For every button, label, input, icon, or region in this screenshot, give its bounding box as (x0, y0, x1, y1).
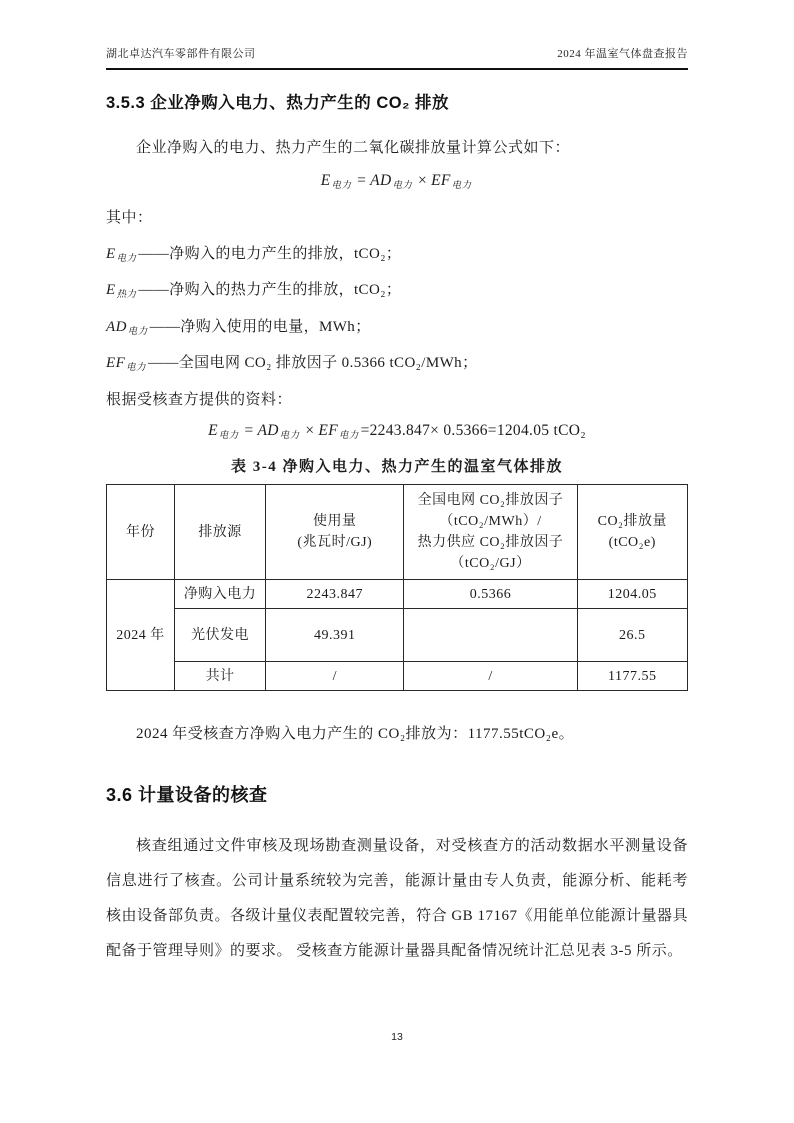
header-report-title: 2024 年温室气体盘查报告 (557, 48, 688, 60)
formula-calculation (106, 422, 688, 441)
calc-sub-e: 电力 (218, 431, 239, 441)
cell-year: 2024 年 (107, 580, 175, 691)
calc-result: =2243.847× 0.5366=1204.05 tCO₂ (360, 422, 586, 439)
calc-equals: = (244, 422, 254, 439)
def-desc: ——净购入的电力产生的排放，tCO₂； (138, 245, 402, 262)
cell-factor: / (404, 662, 577, 691)
cell-usage: 49.391 (266, 609, 404, 662)
col-header-usage-unit: (兆瓦时/GJ) (297, 535, 373, 550)
col-header-usage-line: 使用量 (313, 514, 357, 529)
cell-source: 光伏发电 (174, 609, 265, 662)
cell-emission: 1204.05 (577, 580, 687, 609)
cell-source: 净购入电力 (174, 580, 265, 609)
col-header-usage (266, 485, 404, 580)
calc-var-ef: EF (318, 422, 338, 439)
cell-usage: 2243.847 (266, 580, 404, 609)
col-header-source: 排放源 (174, 485, 265, 580)
cell-emission: 1177.55 (577, 662, 687, 691)
definition-ef (106, 351, 688, 373)
formula-var-ad: AD (370, 172, 392, 189)
calc-var-ad: AD (257, 422, 279, 439)
formula-var-ef: EF (431, 172, 451, 189)
col-header-emission-unit: (tCO₂e) (608, 535, 656, 550)
table-3-4 (106, 484, 688, 691)
def-sub: 电力 (126, 363, 146, 373)
calc-sub-ef: 电力 (338, 431, 359, 441)
col-header-emission-line: CO₂排放量 (597, 514, 667, 529)
table-3-4-caption: 表 3-4 净购入电力、热力产生的温室气体排放 (231, 459, 563, 475)
def-desc: ——净购入的热力产生的排放，tCO₂； (138, 282, 402, 298)
def-sym: E (106, 282, 116, 298)
def-desc: ——净购入使用的电量，MWh； (149, 318, 371, 335)
basis-line: 根据受核查方提供的资料： (106, 392, 293, 408)
col-header-emission (577, 485, 687, 580)
cell-factor (404, 609, 577, 662)
def-desc: ——全国电网 CO₂ 排放因子 0.5366 tCO₂/MWh； (147, 355, 478, 371)
definition-e-heat (106, 278, 688, 300)
cell-source: 共计 (174, 662, 265, 691)
col-header-factor-line2: （tCO₂/MWh）/ (439, 514, 542, 529)
conclusion-paragraph: 2024 年受核查方净购入电力产生的 CO₂排放为：1177.55tCO₂e。 (136, 726, 575, 742)
page-number: 13 (391, 1031, 403, 1043)
formula-times: × (418, 172, 428, 189)
table-header-row (107, 485, 688, 580)
cell-usage: / (266, 662, 404, 691)
formula-sub-e: 电力 (331, 181, 352, 191)
section-353-title: 3.5.3 企业净购入电力、热力产生的 CO₂ 排放 (106, 94, 450, 112)
col-header-factor-line3: 热力供应 CO₂排放因子 (417, 535, 564, 550)
formula-sub-ad: 电力 (392, 181, 413, 191)
cell-factor: 0.5366 (404, 580, 577, 609)
col-header-factor-line4: （tCO₂/GJ） (450, 556, 531, 571)
formula-var-e: E (320, 172, 331, 189)
cell-emission: 26.5 (577, 609, 687, 662)
calc-var-e: E (208, 422, 218, 439)
where-label: 其中： (106, 210, 153, 226)
table-row (107, 609, 688, 662)
table-row (107, 580, 688, 609)
col-header-year: 年份 (107, 485, 175, 580)
table-row (107, 662, 688, 691)
intro-paragraph: 企业净购入的电力、热力产生的二氧化碳排放量计算公式如下： (136, 140, 571, 156)
def-sub: 电力 (127, 326, 148, 337)
formula-electricity (106, 172, 688, 191)
col-header-factor-line1: 全国电网 CO₂排放因子 (417, 493, 564, 508)
formula-equals: = (357, 172, 367, 189)
def-sym: AD (106, 318, 127, 335)
header-company: 湖北卓达汽车零部件有限公司 (106, 48, 256, 60)
col-header-factor (404, 485, 577, 580)
def-sym: E (106, 245, 116, 262)
running-header (106, 45, 688, 70)
formula-sub-ef: 电力 (451, 181, 472, 191)
definition-ad (106, 315, 688, 337)
section-36-body: 核查组通过文件审核及现场勘查测量设备，对受核查方的活动数据水平测量设备信息进行了核查。公司计量系统较为完善，能源计量由专人负责，能源分析、能耗考核由设备部负责。各级计量仪表配置较完善，符合 GB 17167《用能单位能源计量器具配备于管理导则》的要求。 受核查方能源计量器具配备情况统计汇总见表 3-5 所示。 (106, 838, 688, 959)
definition-e-electric (106, 242, 688, 264)
calc-times: × (305, 422, 315, 439)
def-sub: 电力 (116, 253, 137, 264)
section-36-title: 3.6 计量设备的核查 (106, 785, 268, 805)
calc-sub-ad: 电力 (279, 431, 300, 441)
def-sym: EF (106, 355, 126, 371)
def-sub: 热力 (116, 290, 137, 300)
